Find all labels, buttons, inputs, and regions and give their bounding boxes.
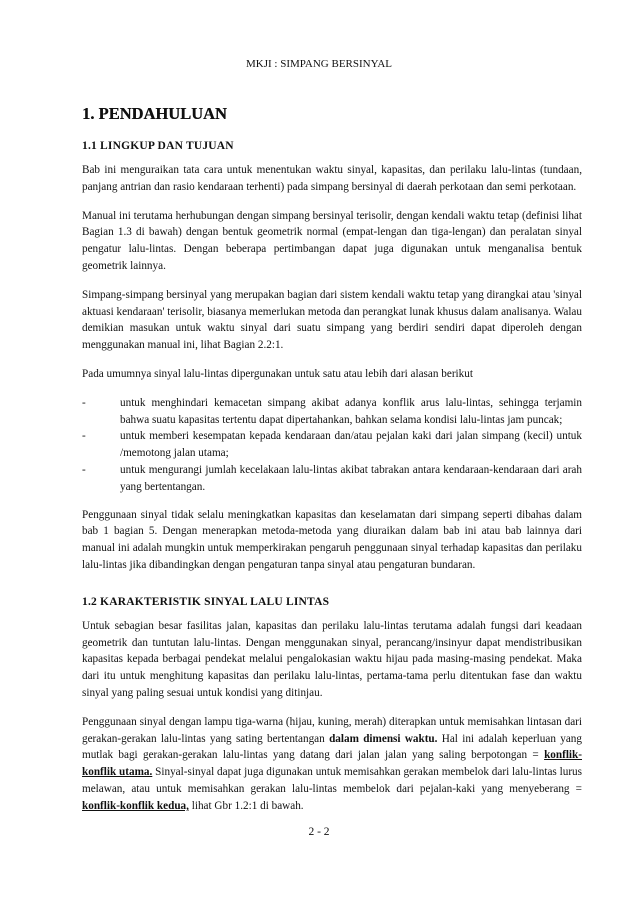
text-run: Hal ini adalah keperluan yang mutlak bagi gerakan-gerakan lalu-lintas yang datang dari jalan jalan yang saling berpotongan =	[82, 732, 582, 762]
underlined-term: konflik-konflik kedua,	[82, 799, 189, 812]
bullet-text: untuk memberi kesempatan kepada kendaraan dan/atau pejalan kaki dari jalan simpang (kecil) untuk /memotong jalan utama;	[120, 430, 582, 460]
paragraph: Untuk sebagian besar fasilitas jalan, kapasitas dan perilaku lalu-lintas terutama adalah fungsi dari keadaan geometrik dan tuntutan lalu-lintas. Dengan menggunakan sinyal, perancang/insinyur dapat mendistribusikan kapasitas kepada berbagai pendekat melalui pengalokasian waktu hijau pada masing-masing pendekat. Maka dari itu untuk menghitung kapasitas dan perilaku lalu-lintas, pertama-tama perlu ditentukan fase dan waktu sinyal yang paling sesuai untuk kondisi yang ditinjau.	[82, 619, 582, 699]
paragraph: Penggunaan sinyal tidak selalu meningkatkan kapasitas dan keselamatan dari simpang seperti dibahas dalam bab 1 bagian 5. Dengan menerapkan metoda-metoda yang diuraikan dalam bab ini atau bab lainnya dari manual ini adalah mungkin untuk memperkirakan pengaruh penggunaan sinyal terhadap kapasitas dan perilaku lalu-lintas jika dibandingkan dengan pengaturan tanpa sinyal atau pengaturan bundaran.	[82, 508, 582, 571]
text-run: Sinyal-sinyal dapat juga digunakan untuk memisahkan gerakan membelok dari lalu-lintas lurus melawan, atau untuk memisahkan gerakan lalu-lintas membelok dari pejalan-kaki yang menyeberang =	[82, 766, 583, 795]
bullet-list	[82, 395, 582, 496]
chapter-title: 1. PENDAHULUAN	[82, 104, 227, 123]
bullet-dash: -	[82, 396, 86, 409]
page-number: 2 - 2	[308, 826, 330, 838]
paragraph: Bab ini menguraikan tata cara untuk menentukan waktu sinyal, kapasitas, dan perilaku lalu-lintas (tundaan, panjang antrian dan rasio kendaraan terhenti) pada simpang bersinyal di daerah perkotaan dan semi perkotaan.	[82, 164, 582, 193]
bullet-text: untuk mengurangi jumlah kecelakaan lalu-lintas akibat tabrakan antara kendaraan-kendaraan dari arah yang bertentangan.	[120, 463, 582, 493]
text-run: lihat Gbr 1.2:1 di bawah.	[188, 799, 304, 812]
paragraph: Manual ini terutama herhubungan dengan simpang bersinyal terisolir, dengan kendali waktu tetap (definisi lihat Bagian 1.3 di bawah) dengan bentuk geometrik normal (empat-lengan dan tiga-lengan) dan peralatan sinyal pengatur lalu-lintas. Dengan beberapa pertimbangan dapat juga digunakan untuk menganalisa bentuk geometrik lainnya.	[82, 209, 582, 272]
bullet-item	[82, 428, 582, 462]
text-run: Penggunaan sinyal dengan lampu tiga-warna (hijau, kuning, merah) diterapkan untuk memisahkan lintasan dari gerakan-gerakan lalu-lintas yang sating bertentangan	[82, 715, 582, 745]
bold-text: dalam dimensi waktu.	[329, 732, 438, 745]
paragraph: Pada umumnya sinyal lalu-lintas dipergunakan untuk satu atau lebih dari alasan berikut	[82, 367, 473, 380]
bullet-item	[82, 395, 582, 429]
bullet-dash: -	[82, 463, 86, 476]
bullet-dash: -	[82, 430, 86, 443]
bullet-text: untuk menghindari kemacetan simpang akibat adanya konflik arus lalu-lintas, sehingga terjamin bahwa suatu kapasitas tertentu dapat dipertahankan, bahkan selama kondisi lalu-lintas jam puncak;	[120, 396, 582, 426]
paragraph: Simpang-simpang bersinyal yang merupakan bagian dari sistem kendali waktu tetap yang dirangkai atau 'sinyal aktuasi kendaraan' terisolir, biasanya memerlukan metoda dan perangkat lunak khusus dalam analisanya. Walau demikian masukan untuk waktu sinyal dari suatu simpang yang berdiri sendiri dapat diperoleh dengan menggunakan manual ini, lihat Bagian 2.2:1.	[82, 288, 582, 352]
bullet-item	[82, 462, 582, 496]
section-title-1-2: 1.2 KARAKTERISTIK SINYAL LALU LINTAS	[82, 595, 330, 608]
running-header: MKJI : SIMPANG BERSINYAL	[246, 58, 392, 70]
underlined-term: konflik-konflik utama.	[82, 749, 582, 779]
paragraph	[82, 714, 582, 815]
page-content	[82, 104, 582, 827]
section-title-1-1: 1.1 LINGKUP DAN TUJUAN	[82, 140, 234, 152]
